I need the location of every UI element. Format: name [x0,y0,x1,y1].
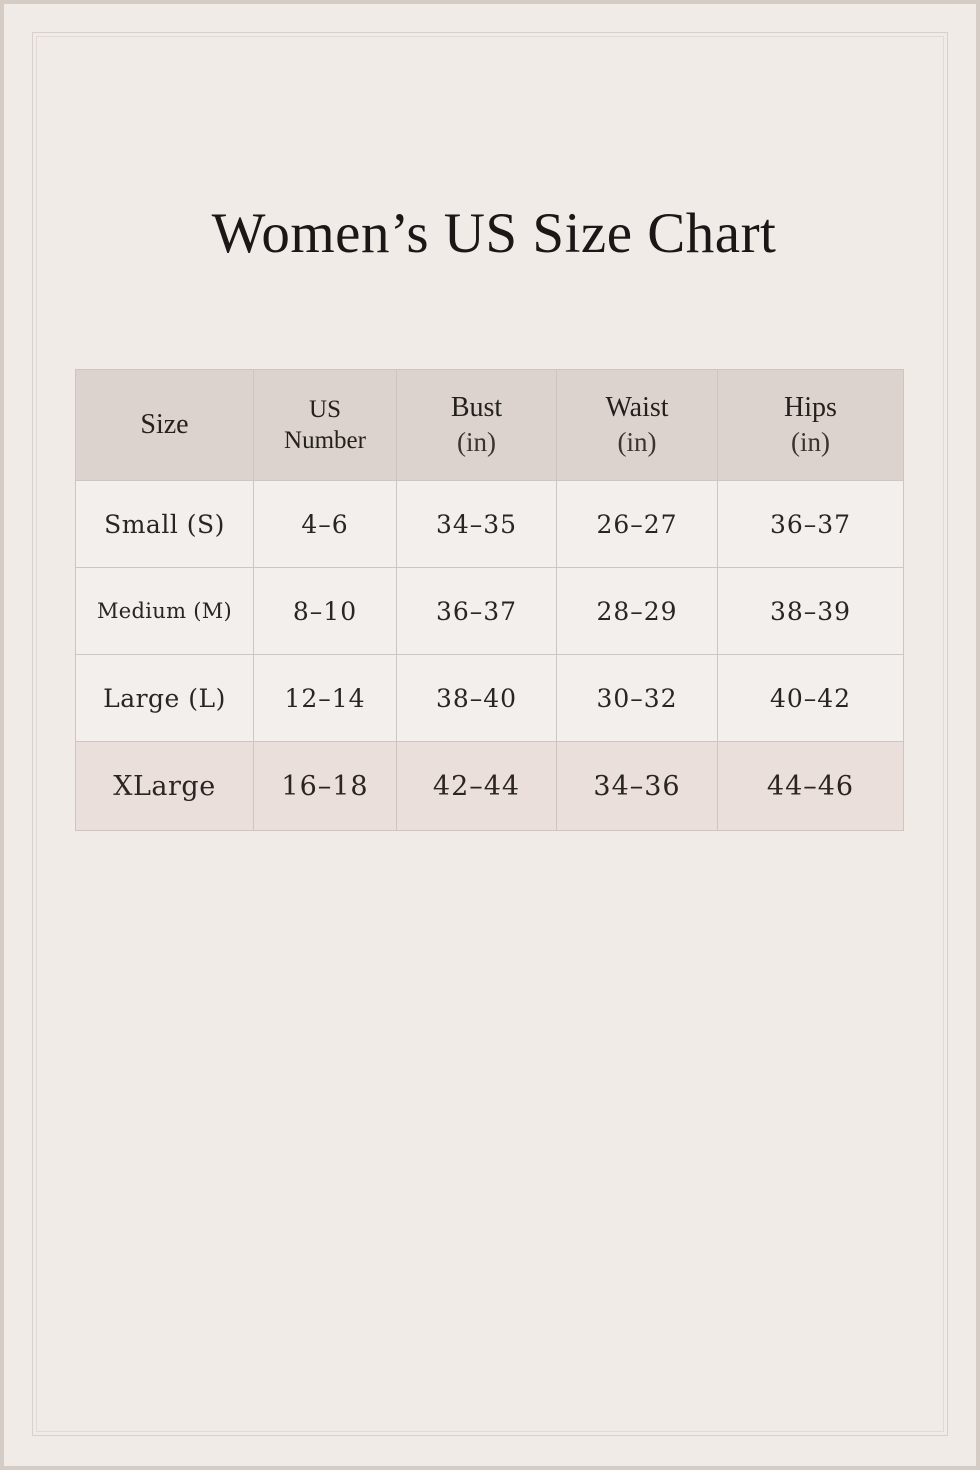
size-table [75,369,904,831]
cell-bust: 36–37 [397,568,557,655]
cell-us-number: 16–18 [254,742,397,831]
table-header-row [76,370,904,481]
cell-bust: 42–44 [397,742,557,831]
table-row [76,481,904,568]
cell-waist: 28–29 [557,568,718,655]
header-size-label: Size [140,409,189,440]
header-bust-unit: (in) [457,427,496,457]
cell-us-number: 4–6 [254,481,397,568]
header-hips-label: Hips [784,392,837,423]
header-bust [397,370,557,481]
header-us-line2: Number [284,427,366,454]
cell-us-number: 8–10 [254,568,397,655]
cell-hips: 38–39 [718,568,904,655]
cell-bust: 38–40 [397,655,557,742]
header-us-line1: US [309,396,341,423]
header-waist-unit: (in) [617,427,657,457]
cell-hips: 44–46 [718,742,904,831]
cell-waist: 34–36 [557,742,718,831]
header-hips-unit: (in) [791,427,830,457]
page-title: Women’s US Size Chart [211,202,777,265]
header-size [76,370,254,481]
cell-hips: 36–37 [718,481,904,568]
cell-bust: 34–35 [397,481,557,568]
cell-waist: 26–27 [557,481,718,568]
cell-hips: 40–42 [718,655,904,742]
cell-size: Large (L) [76,655,254,742]
header-bust-label: Bust [450,392,503,423]
cell-size: Medium (M) [76,568,254,655]
table-row [76,742,904,831]
header-us-number [254,370,397,481]
cell-waist: 30–32 [557,655,718,742]
cell-size: XLarge [76,742,254,831]
header-waist [557,370,718,481]
header-hips [718,370,904,481]
table-row [76,568,904,655]
header-waist-label: Waist [605,392,669,423]
cell-us-number: 12–14 [254,655,397,742]
cell-size: Small (S) [76,481,254,568]
table-row [76,655,904,742]
